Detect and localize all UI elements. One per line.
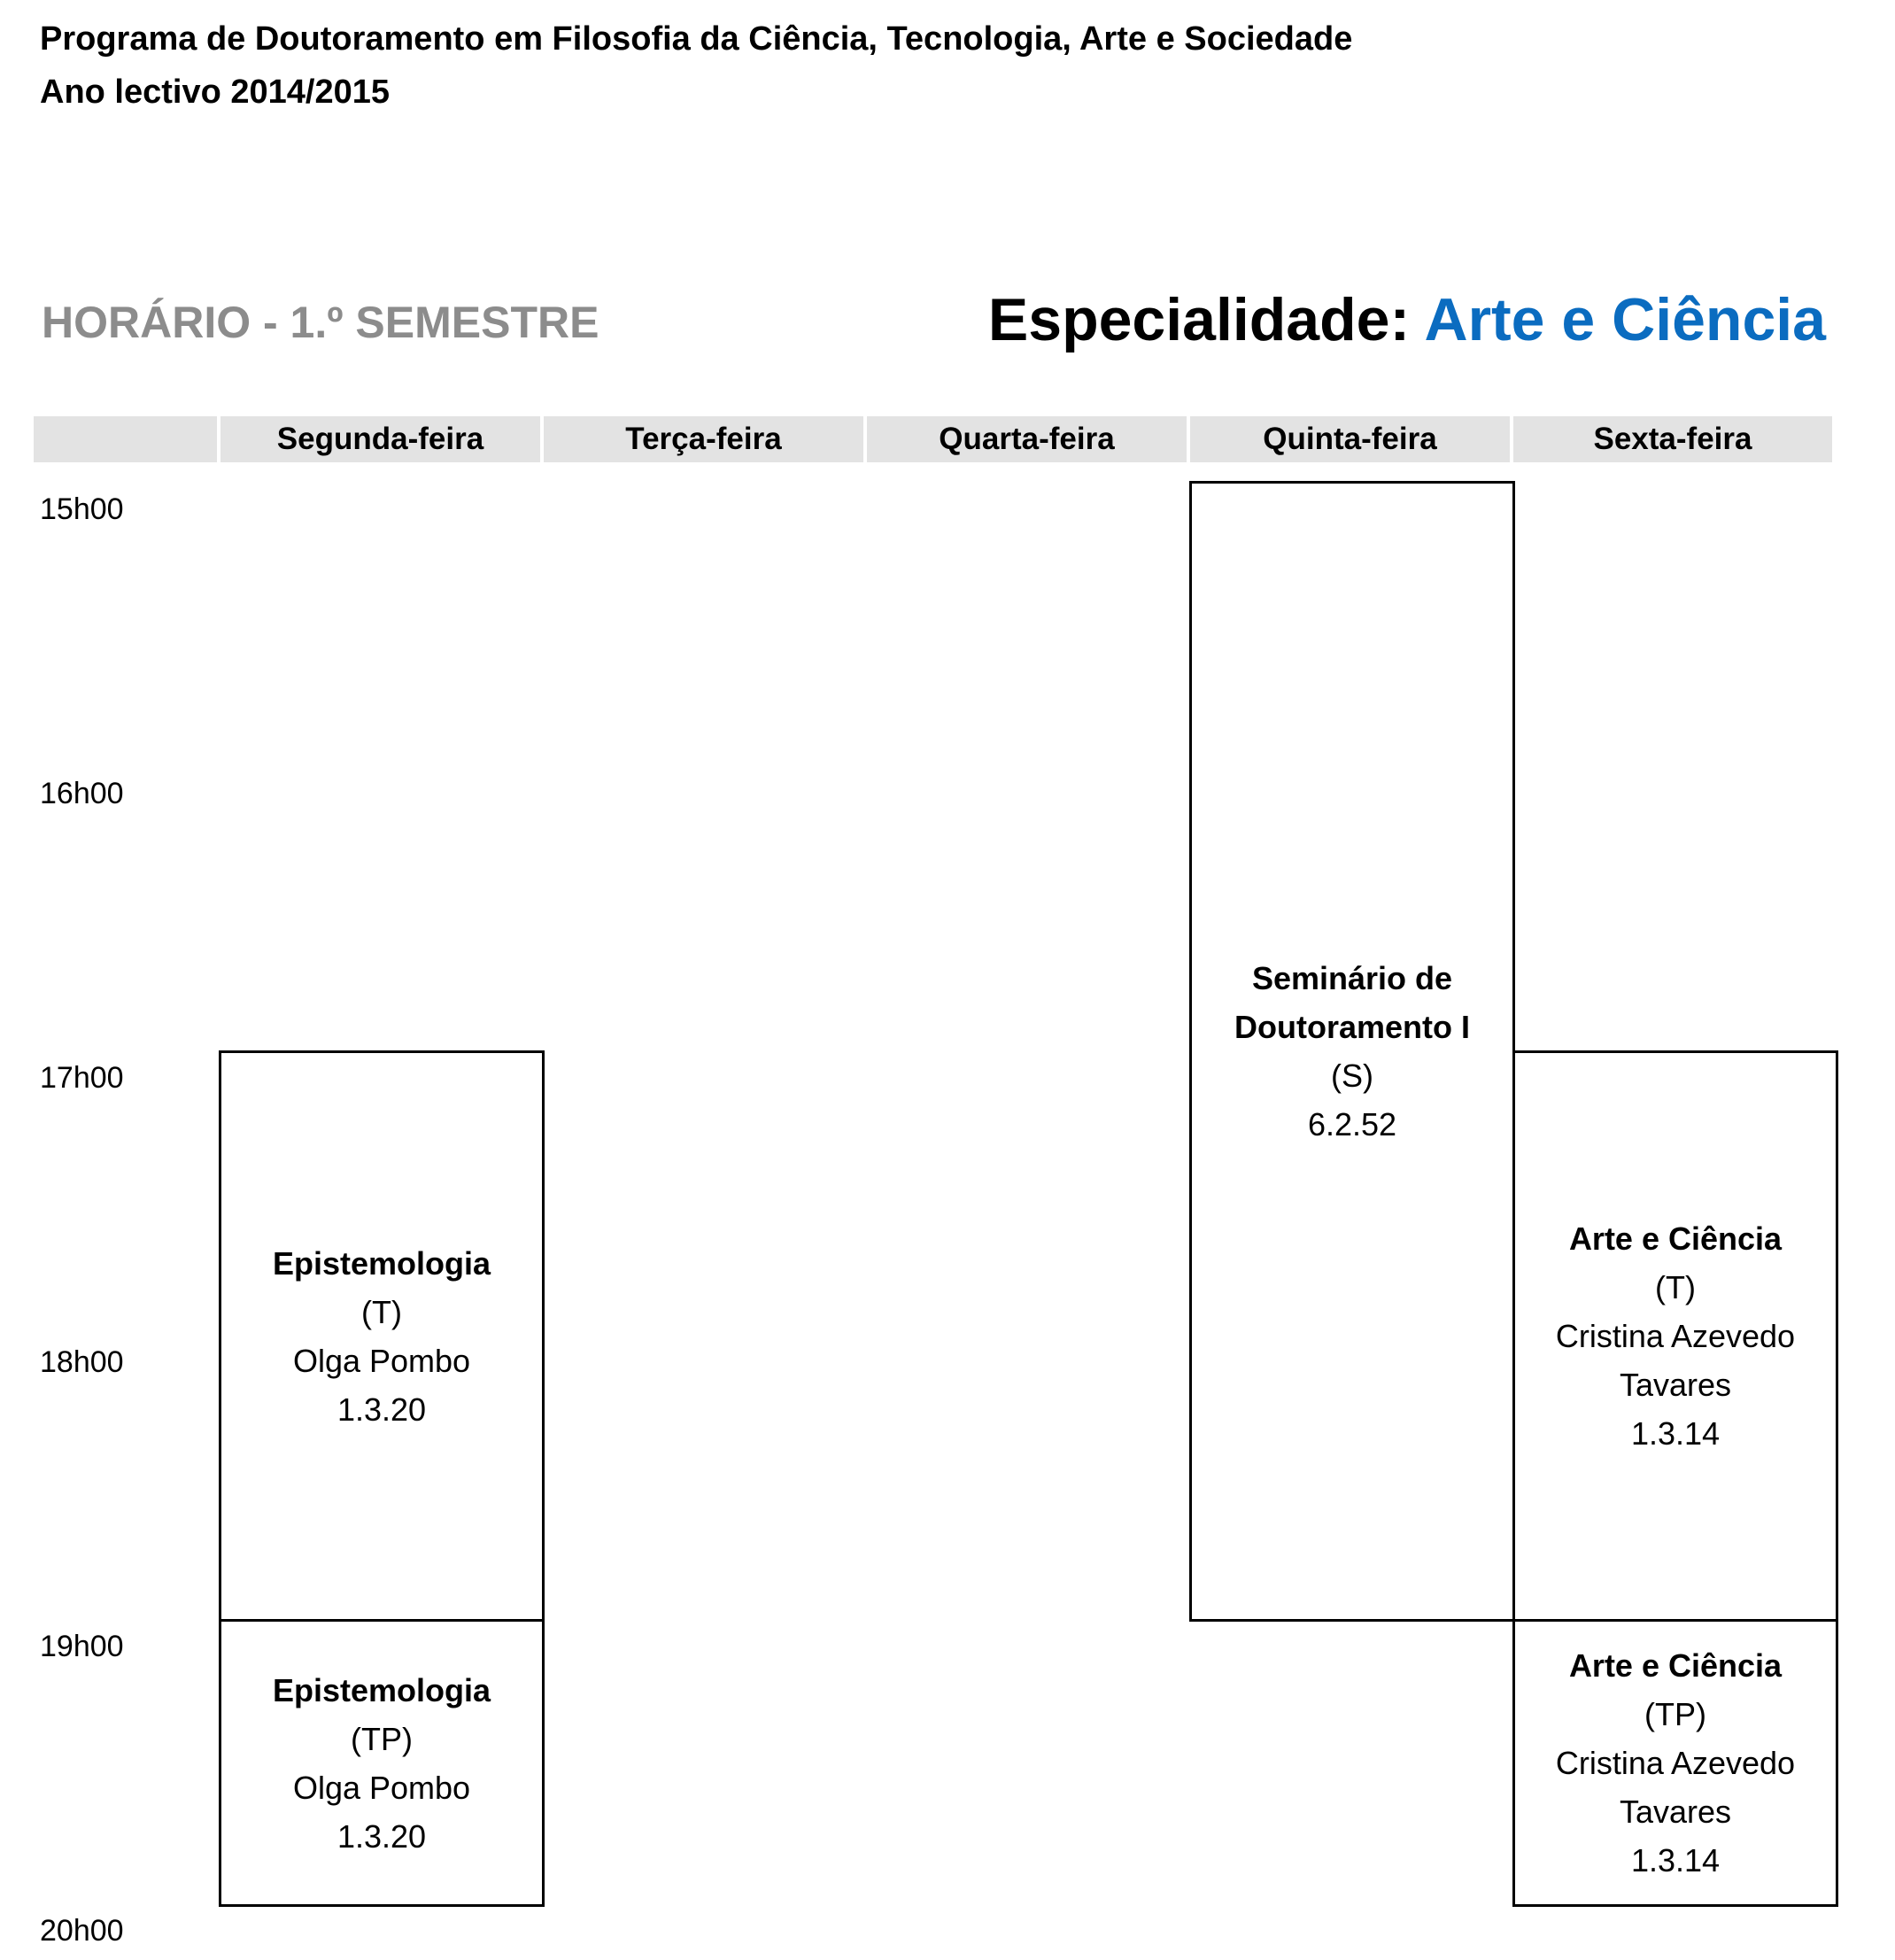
hour-label: 17h00 xyxy=(40,1061,124,1095)
session-epistemologia-t[interactable] xyxy=(219,1050,545,1622)
session-teacher: Olga Pombo xyxy=(292,1769,471,1806)
program-name: Programa de Doutoramento em Filosofia da Ciência, Tecnologia, Arte e Sociedade xyxy=(40,20,1353,58)
session-room: 1.3.20 xyxy=(336,1817,427,1855)
session-teacher: Tavares xyxy=(1619,1367,1732,1403)
academic-year: Ano lectivo 2014/2015 xyxy=(40,74,390,111)
session-teacher: Cristina Azevedo xyxy=(1555,1745,1796,1781)
session-epistemologia-tp[interactable] xyxy=(219,1619,545,1907)
session-teacher: Tavares xyxy=(1619,1793,1732,1830)
session-course: Arte e Ciência xyxy=(1568,1220,1783,1257)
hour-label: 19h00 xyxy=(40,1630,124,1663)
session-course: Arte e Ciência xyxy=(1568,1647,1783,1684)
time-header-cell xyxy=(34,416,217,462)
program-title xyxy=(40,12,1352,119)
specialty-value: Arte e Ciência xyxy=(1424,286,1826,353)
hour-label: 20h00 xyxy=(40,1914,124,1948)
session-course: Epistemologia xyxy=(272,1244,491,1282)
session-type: (TP) xyxy=(351,1720,413,1757)
specialty-label: Especialidade: xyxy=(987,286,1411,353)
specialty-heading xyxy=(988,285,1826,354)
day-header-monday: Segunda-feira xyxy=(220,416,540,462)
session-type: (T) xyxy=(361,1293,402,1330)
session-arte-ciencia-tp[interactable] xyxy=(1512,1619,1838,1907)
hour-label: 16h00 xyxy=(40,777,124,810)
day-header-friday: Sexta-feira xyxy=(1513,416,1832,462)
hour-label: 15h00 xyxy=(40,492,124,526)
hour-label: 18h00 xyxy=(40,1345,124,1379)
session-teacher: Olga Pombo xyxy=(292,1342,471,1379)
session-seminario-doutoramento[interactable] xyxy=(1189,481,1515,1622)
day-header-wednesday: Quarta-feira xyxy=(867,416,1187,462)
schedule-title: HORÁRIO - 1.º SEMESTRE xyxy=(42,298,599,347)
session-course-line: Doutoramento I xyxy=(1234,1009,1470,1045)
session-type: (TP) xyxy=(1644,1696,1706,1732)
session-arte-ciencia-t[interactable] xyxy=(1512,1050,1838,1622)
day-header-thursday: Quinta-feira xyxy=(1190,416,1510,462)
session-room: 1.3.20 xyxy=(336,1391,427,1428)
session-teacher: Cristina Azevedo xyxy=(1555,1318,1796,1354)
session-course: Epistemologia xyxy=(272,1671,491,1708)
session-type: (S) xyxy=(1331,1057,1373,1094)
session-course-line: Seminário de xyxy=(1251,960,1453,996)
session-type: (T) xyxy=(1655,1269,1696,1305)
day-header-tuesday: Terça-feira xyxy=(544,416,863,462)
session-room: 1.3.14 xyxy=(1630,1842,1721,1879)
session-room: 6.2.52 xyxy=(1307,1106,1397,1143)
session-room: 1.3.14 xyxy=(1630,1415,1721,1452)
